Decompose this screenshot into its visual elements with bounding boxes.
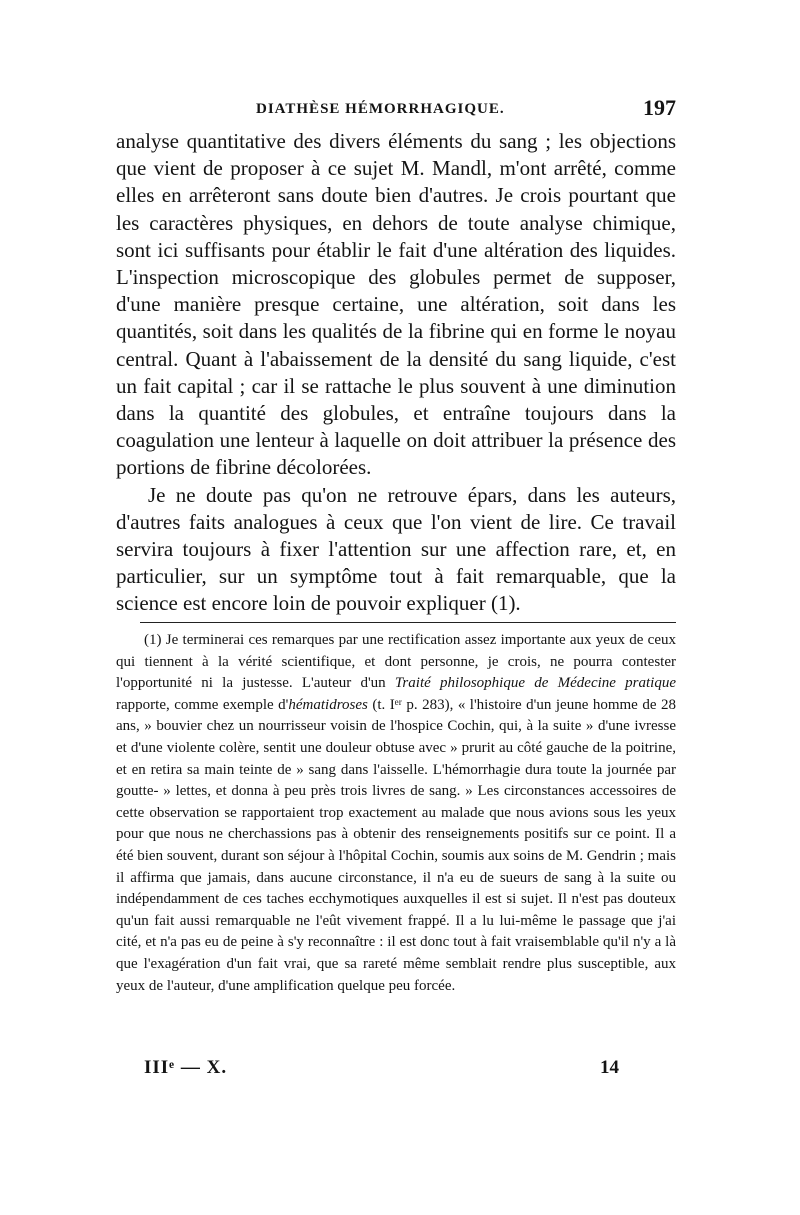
- term-italic: hématidroses: [288, 696, 368, 713]
- main-text: [116, 128, 676, 618]
- signature-mark: IIIᵉ — X.: [144, 1057, 228, 1078]
- gathering-number: 14: [600, 1057, 619, 1078]
- footnote-paragraph: [116, 630, 676, 997]
- footnote-text: rapporte, comme exemple d': [116, 696, 289, 713]
- footnote-text: (1) Je terminerai ces remarques par une rectification assez importante aux yeux de ceux qui tiennent à la vérité scientifique, et dont personne, je crois, ne pourra contester l'opportunité ni la justesse. L'auteur d'un: [116, 632, 676, 692]
- footnote-text: (t. Iᵉʳ p. 283), « l'histoire d'un jeune homme de 28 ans, » bouvier chez un nourrisseur voisin de l'hospice Cochin, qui, à la suite » d'une ivresse et d'une violente colère, sentit une douleur obtuse avec » prurit au côté gauche de la poitrine, et en retira sa main teinte de » sang dans l'aisselle. L'hémorrhagie dura toute la journée par goutte- » lettes, et donna à peu près trois livres de sang. » Les circonstances accessoires de cette observation se rapportaient trop exactement au malade que nous avions sous les yeux pour que nous ne cherchassions pas à obtenir des renseignements positifs sur ce point. Il a été bien souvent, durant son séjour à l'hôpital Cochin, soumis aux soins de M. Gendrin ; mais il affirma que jamais, dans aucune circonstance, il n'a eu de sueurs de sang à la suite ou indépendamment de ces taches ecchymotiques auxquelles il est si sujet. Il n'est pas douteux qu'un fait aussi remarquable ne l'eût vivement frappé. Il a lu lui-même le passage que j'ai cité, et n'a pas eu de peine à s'y reconnaître : il est donc tout à fait vraisemblable qu'il n'y a là que l'exagération d'un fait vrai, que sa rareté même semblait rendre plus susceptible, aux yeux de l'auteur, d'une amplification quelque peu forcée.: [116, 696, 676, 994]
- page-number: 197: [643, 95, 676, 120]
- footnote-rule: [140, 622, 676, 623]
- running-head: [116, 95, 676, 125]
- book-title: Traité philosophique de Médecine pratique: [394, 675, 677, 692]
- paragraph: analyse quantitative des divers éléments du sang ; les objections que vient de proposer à ce sujet M. Mandl, m'ont arrêté, comme elles en arrêteront sans doute bien d'autres. Je crois pourtant que les caractères physiques, en dehors de toute analyse chimique, sont ici suffisants pour établir le fait d'une altération des liquides. L'inspection microscopique des globules permet de supposer, d'une manière presque certaine, une altération, soit dans les quantités, soit dans les qualités de la fibrine qui en forme le noyau central. Quant à l'abaissement de la densité du sang liquide, c'est un fait capital ; car il se rattache le plus souvent à une diminution dans la quantité des globules, et entraîne toujours dans la coagulation une lenteur à laquelle on doit attribuer la présence des portions de fibrine décolorées.: [116, 129, 676, 480]
- running-title: DIATHÈSE HÉMORRHAGIQUE.: [256, 101, 505, 117]
- footnote: [116, 630, 676, 997]
- paragraph: Je ne doute pas qu'on ne retrouve épars, dans les auteurs, d'autres faits analogues à ceux que l'on vient de lire. Ce travail servira toujours à fixer l'attention sur une affection rare, et, en particulier, sur un symptôme tout à fait remarquable, que la science est encore loin de pouvoir expliquer (1).: [116, 482, 676, 616]
